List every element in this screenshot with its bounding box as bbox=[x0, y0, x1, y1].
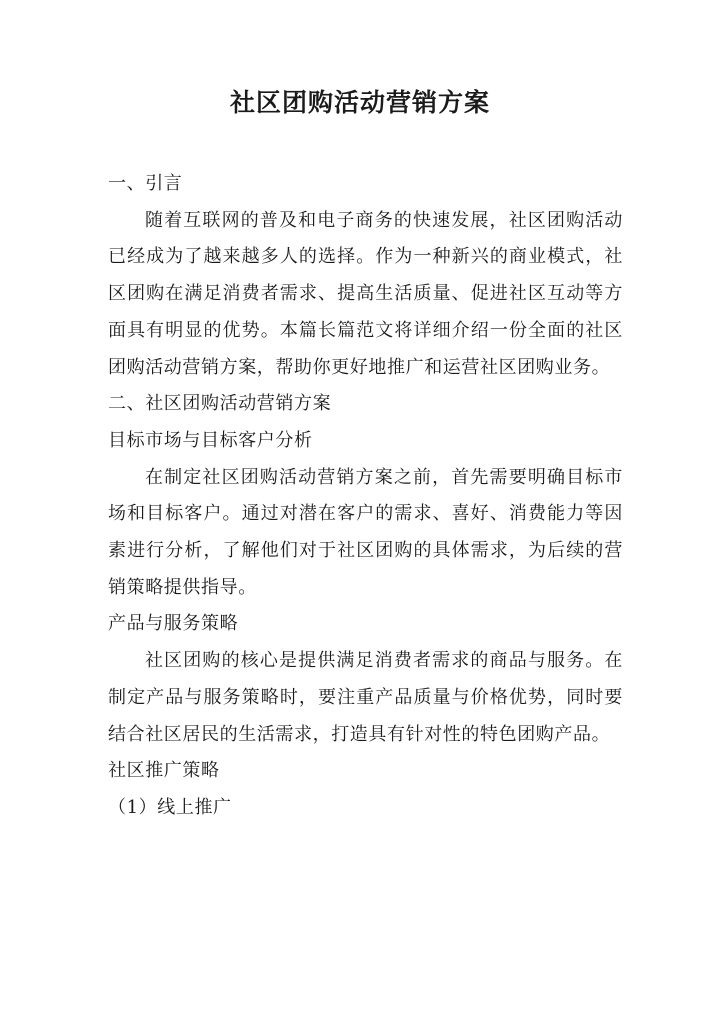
document-title: 社区团购活动营销方案 bbox=[229, 88, 490, 117]
paragraph-target-market: 在制定社区团购活动营销方案之前，首先需要明确目标市场和目标客户。通过对潜在客户的需求、喜好、消费能力等因素进行分析，了解他们对于社区团购的具体需求，为后续的营销策略提供指导。 bbox=[108, 466, 623, 598]
subheading-community-promotion: 社区推广策略 bbox=[108, 760, 220, 782]
section-heading-plan: 二、社区团购活动营销方案 bbox=[108, 393, 332, 415]
paragraph-product-strategy: 社区团购的核心是提供满足消费者需求的商品与服务。在制定产品与服务策略时，要注重产品质量与价格优势，同时要结合社区居民的生活需求，打造具有针对性的特色团购产品。 bbox=[108, 650, 623, 745]
document-body bbox=[108, 166, 623, 827]
section-heading-intro: 一、引言 bbox=[108, 173, 183, 194]
subheading-product-strategy: 产品与服务策略 bbox=[108, 613, 239, 635]
paragraph-intro: 随着互联网的普及和电子商务的快速发展，社区团购活动已经成为了越来越多人的选择。作为一种新兴的商业模式，社区团购在满足消费者需求、提高生活质量、促进社区互动等方面具有明显的优势。本篇长篇范文将详细介绍一份全面的社区团购活动营销方案，帮助你更好地推广和运营社区团购业务。 bbox=[108, 209, 623, 378]
subheading-target-market: 目标市场与目标客户分析 bbox=[108, 429, 313, 451]
list-item-online-promotion: （1）线上推广 bbox=[108, 796, 232, 818]
